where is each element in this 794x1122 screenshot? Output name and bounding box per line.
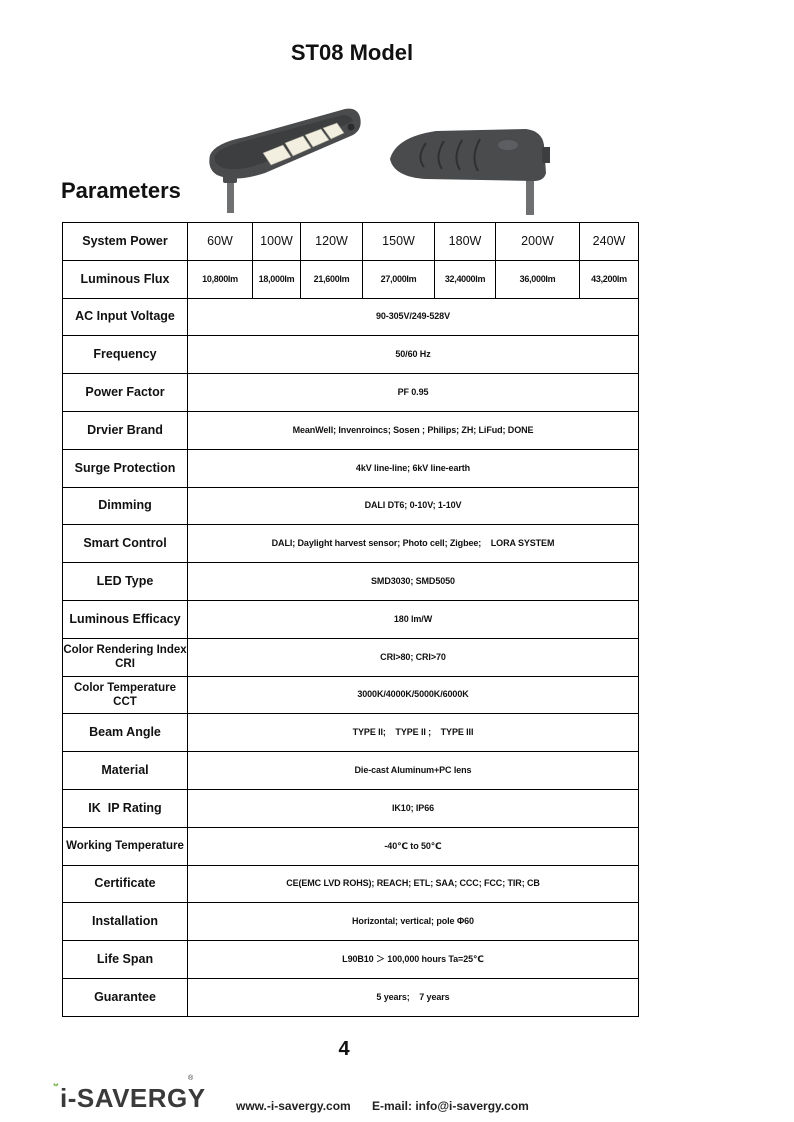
row-value: CE(EMC LVD ROHS); REACH; ETL; SAA; CCC; FCC; TIR; CB: [188, 865, 639, 903]
wattage-cell: 180W: [435, 223, 496, 261]
row-value: DALI DT6; 0-10V; 1-10V: [188, 487, 639, 525]
table-row: [63, 563, 639, 601]
table-row: [63, 298, 639, 336]
flux-cell: 10,800lm: [188, 260, 253, 298]
row-label: Luminous Flux: [63, 260, 188, 298]
table-row: [63, 600, 639, 638]
row-value: DALI; Daylight harvest sensor; Photo cell; Zigbee; LORA SYSTEM: [188, 525, 639, 563]
row-label: Life Span: [63, 941, 188, 979]
row-value: 180 lm/W: [188, 600, 639, 638]
table-row: [63, 336, 639, 374]
footer-email[interactable]: E-mail: info@i-savergy.com: [372, 1099, 529, 1113]
row-value: SMD3030; SMD5050: [188, 563, 639, 601]
table-row: [63, 714, 639, 752]
row-value: IK10; IP66: [188, 789, 639, 827]
row-label: Beam Angle: [63, 714, 188, 752]
wattage-cell: 240W: [580, 223, 639, 261]
table-row: [63, 374, 639, 412]
row-label: Installation: [63, 903, 188, 941]
table-row: [63, 903, 639, 941]
row-label: Working Temperature: [63, 827, 188, 865]
table-row: [63, 752, 639, 790]
table-row: [63, 941, 639, 979]
parameters-table: [62, 222, 639, 1017]
row-label: Luminous Efficacy: [63, 600, 188, 638]
row-value: PF 0.95: [188, 374, 639, 412]
row-label: Frequency: [63, 336, 188, 374]
row-value: -40℃ to 50℃: [188, 827, 639, 865]
wattage-cell: 150W: [363, 223, 435, 261]
flux-cell: 18,000lm: [253, 260, 301, 298]
row-label: Smart Control: [63, 525, 188, 563]
table-row: [63, 525, 639, 563]
table-row: [63, 978, 639, 1016]
row-value: 90-305V/249-528V: [188, 298, 639, 336]
flux-cell: 21,600lm: [301, 260, 363, 298]
row-value: 4kV line-line; 6kV line-earth: [188, 449, 639, 487]
wattage-cell: 200W: [496, 223, 580, 261]
row-label: Certificate: [63, 865, 188, 903]
table-row: [63, 449, 639, 487]
table-row: [63, 827, 639, 865]
registered-mark: ®: [188, 1075, 194, 1082]
row-label: Power Factor: [63, 374, 188, 412]
page-number: 4: [338, 1038, 350, 1060]
row-value: Horizontal; vertical; pole Φ60: [188, 903, 639, 941]
row-value: L90B10 ＞ 100,000 hours Ta=25℃: [188, 941, 639, 979]
table-row: [63, 676, 639, 714]
flux-cell: 43,200lm: [580, 260, 639, 298]
row-value: TYPE II; TYPE II ; TYPE III: [188, 714, 639, 752]
table-row-luminous-flux: [63, 260, 639, 298]
row-value: 5 years; 7 years: [188, 978, 639, 1016]
flux-cell: 36,000lm: [496, 260, 580, 298]
table-row: [63, 487, 639, 525]
row-label: Guarantee: [63, 978, 188, 1016]
table-row: [63, 789, 639, 827]
table-row-system-power: [63, 223, 639, 261]
row-value: Die-cast Aluminum+PC lens: [188, 752, 639, 790]
row-label: Drvier Brand: [63, 411, 188, 449]
row-label: IK IP Rating: [63, 789, 188, 827]
section-heading: Parameters: [61, 178, 181, 203]
streetlight-front-image: [205, 103, 365, 213]
streetlight-top-image: [386, 123, 556, 215]
table-row: [63, 638, 639, 676]
row-label: Color Temperature CCT: [63, 676, 188, 714]
row-label: System Power: [63, 223, 188, 261]
table-row: [63, 411, 639, 449]
row-label: AC Input Voltage: [63, 298, 188, 336]
table-row: [63, 865, 639, 903]
row-label: LED Type: [63, 563, 188, 601]
wattage-cell: 100W: [253, 223, 301, 261]
row-value: 3000K/4000K/5000K/6000K: [188, 676, 639, 714]
row-value: CRI>80; CRI>70: [188, 638, 639, 676]
row-label: Surge Protection: [63, 449, 188, 487]
row-label: Dimming: [63, 487, 188, 525]
flux-cell: 27,000lm: [363, 260, 435, 298]
company-logo: i-SAVERGY: [60, 1083, 206, 1113]
row-label: Color Rendering Index CRI: [63, 638, 188, 676]
wattage-cell: 120W: [301, 223, 363, 261]
row-label: Material: [63, 752, 188, 790]
row-value: MeanWell; Invenroincs; Sosen ; Philips; ZH; LiFud; DONE: [188, 411, 639, 449]
footer-website[interactable]: www.-i-savergy.com: [236, 1099, 351, 1113]
wattage-cell: 60W: [188, 223, 253, 261]
row-value: 50/60 Hz: [188, 336, 639, 374]
flux-cell: 32,4000lm: [435, 260, 496, 298]
page-title: ST08 Model: [290, 40, 414, 65]
